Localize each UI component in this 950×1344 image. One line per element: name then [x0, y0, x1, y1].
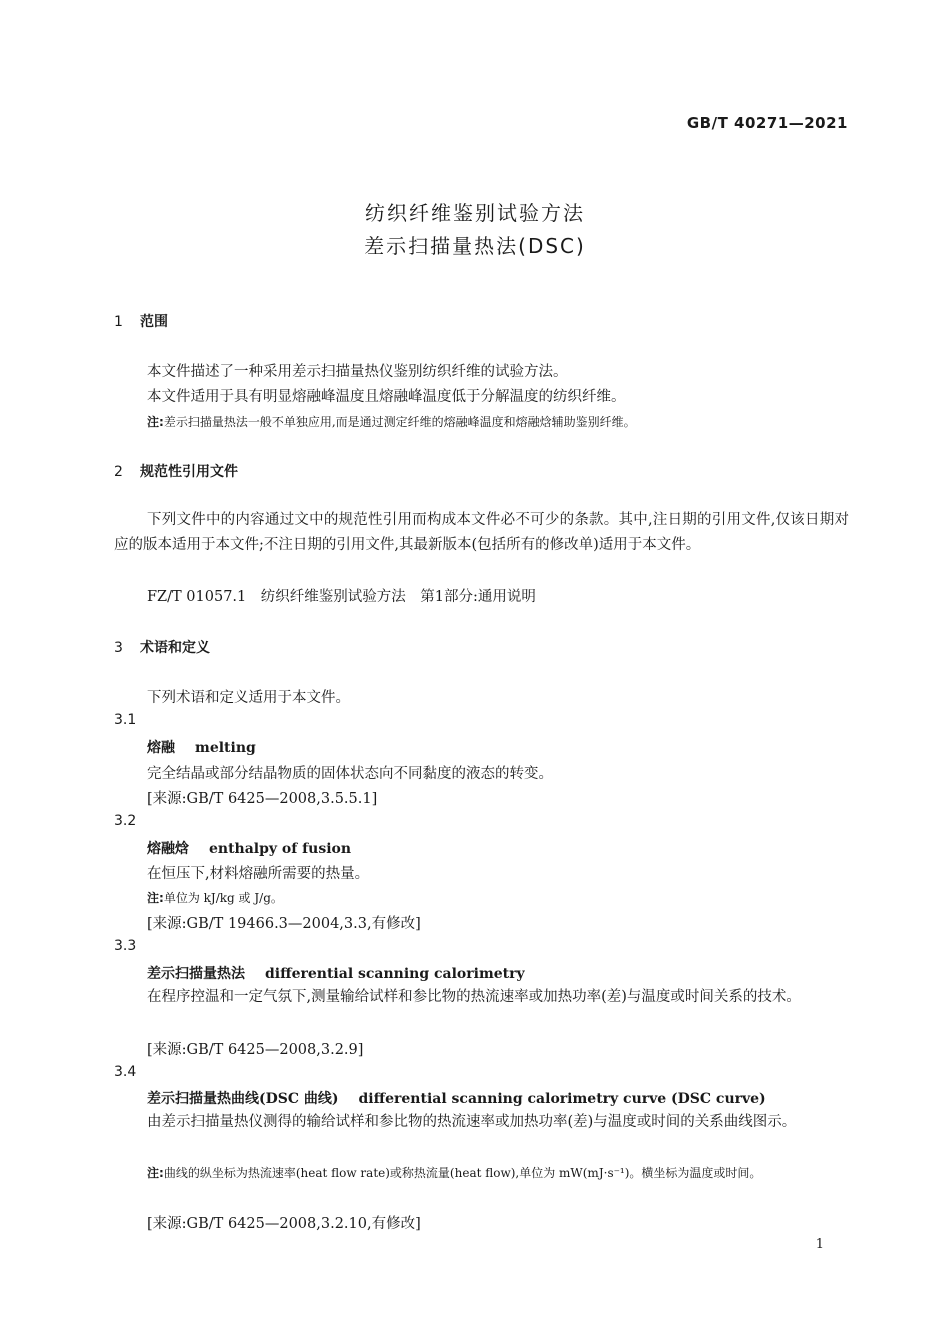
note-label: 注:	[147, 1166, 164, 1180]
term-en: differential scanning calorimetry	[265, 966, 525, 982]
section-2-heading	[114, 461, 238, 481]
term-3-3-source: [来源:GB/T 6425—2008,3.2.9]	[147, 1042, 364, 1058]
term-3-1-source: [来源:GB/T 6425—2008,3.5.5.1]	[147, 791, 378, 807]
term-zh: 熔融焓	[147, 841, 189, 857]
section-number: 3	[114, 640, 123, 656]
term-en: differential scanning calorimetry curve (DSC curve)	[358, 1091, 766, 1107]
term-3-2-name	[147, 838, 351, 858]
term-3-4-name	[147, 1088, 766, 1108]
document-title-line1: 纺织纤维鉴别试验方法	[365, 201, 585, 225]
note-text: 曲线的纵坐标为热流速率(heat flow rate)或称热流量(heat flow),单位为 mW(mJ·s⁻¹)。横坐标为温度或时间。	[163, 1166, 762, 1180]
term-zh: 熔融	[147, 740, 175, 756]
section-number: 2	[114, 464, 123, 480]
section-1-paragraph-1: 本文件描述了一种采用差示扫描量热仪鉴别纺织纤维的试验方法。	[147, 364, 568, 380]
term-3-1-number: 3.1	[114, 712, 137, 728]
section-title: 术语和定义	[140, 640, 210, 656]
section-title: 范围	[140, 314, 168, 330]
term-3-3-number: 3.3	[114, 938, 137, 954]
term-3-2-definition: 在恒压下,材料熔融所需要的热量。	[147, 866, 370, 882]
section-title: 规范性引用文件	[140, 464, 238, 480]
note-label: 注:	[147, 415, 164, 429]
page-number: 1	[815, 1237, 824, 1252]
section-1-paragraph-2: 本文件适用于具有明显熔融峰温度且熔融峰温度低于分解温度的纺织纤维。	[147, 389, 626, 405]
section-2-paragraph: 下列文件中的内容通过文中的规范性引用而构成本文件必不可少的条款。其中,注日期的引用文件,仅该日期对应的版本适用于本文件;不注日期的引用文件,其最新版本(包括所有的修改单)适用于本文件。	[114, 512, 849, 553]
term-3-2-number: 3.2	[114, 813, 137, 829]
section-1-note	[147, 413, 636, 430]
term-3-4-definition: 由差示扫描量热仪测得的输给试样和参比物的热流速率或加热功率(差)与温度或时间的关系曲线图示。	[147, 1114, 797, 1130]
term-3-4-number: 3.4	[114, 1064, 137, 1080]
term-3-1-definition: 完全结晶或部分结晶物质的固体状态向不同黏度的液态的转变。	[147, 766, 553, 782]
term-3-2-note	[147, 889, 283, 906]
term-3-2-source: [来源:GB/T 19466.3—2004,3.3,有修改]	[147, 916, 421, 932]
term-en: melting	[195, 740, 256, 756]
section-3-intro: 下列术语和定义适用于本文件。	[147, 690, 350, 706]
term-zh: 差示扫描量热曲线(DSC 曲线)	[147, 1091, 339, 1107]
term-zh: 差示扫描量热法	[147, 966, 245, 982]
standard-code: GB/T 40271—2021	[686, 114, 848, 132]
term-3-1-name	[147, 737, 256, 757]
note-text: 单位为 kJ/kg 或 J/g。	[163, 891, 283, 905]
term-3-3-definition: 在程序控温和一定气氛下,测量输给试样和参比物的热流速率或加热功率(差)与温度或时间关系的技术。	[147, 989, 801, 1005]
section-3-heading	[114, 637, 210, 657]
term-3-4-source: [来源:GB/T 6425—2008,3.2.10,有修改]	[147, 1216, 421, 1232]
normative-reference: FZ/T 01057.1 纺织纤维鉴别试验方法 第1部分:通用说明	[147, 589, 536, 605]
section-number: 1	[114, 314, 123, 330]
term-3-4-note	[147, 1162, 849, 1184]
note-label: 注:	[147, 891, 164, 905]
note-text: 差示扫描量热法一般不单独应用,而是通过测定纤维的熔融峰温度和熔融焓辅助鉴别纤维。	[163, 415, 636, 429]
document-title-line2: 差示扫描量热法(DSC)	[364, 234, 586, 258]
term-en: enthalpy of fusion	[209, 841, 352, 857]
term-3-3-name	[147, 963, 525, 983]
section-1-heading	[114, 311, 168, 331]
